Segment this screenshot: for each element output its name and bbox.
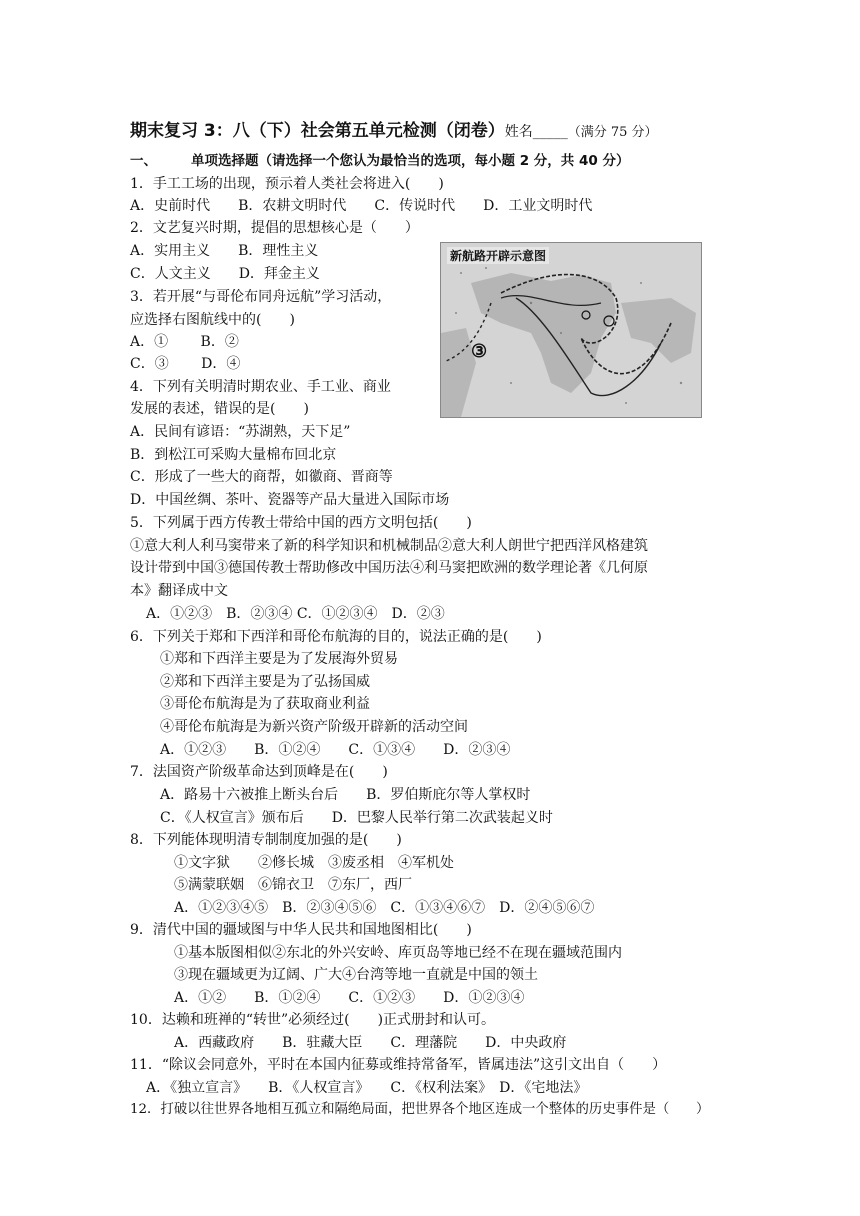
q1-options: A．史前时代 B．农耕文明时代 C．传说时代 D．工业文明时代 (130, 198, 593, 214)
question-8: 8．下列能体现明清专制制度加强的是( ) (130, 832, 402, 848)
name-field-label: 姓名_____ (504, 124, 568, 140)
map-title: 新航路开辟示意图 (447, 247, 549, 264)
section-title: 单项选择题（请选择一个您认为最恰当的选项，每小题 2 分，共 40 分） (191, 153, 630, 169)
q4-option-a: A．民间有谚语：“苏湖熟，天下足” (130, 424, 351, 440)
q9-items-2: ③现在疆域更为辽阔、广大④台湾等地一直就是中国的领土 (174, 967, 538, 983)
question-1: 1．手工工场的出现，预示着人类社会将进入( ) (130, 176, 444, 192)
q3-options-cd: C．③ D．④ (130, 356, 241, 372)
q5-options: A．①②③ B．②③④ C．①②③④ D．②③ (146, 606, 445, 622)
q9-options: A．①② B．①②④ C．①②③ D．①②③④ (174, 990, 525, 1006)
q4-option-b: B．到松江可采购大量棉布回北京 (130, 447, 337, 463)
q8-items-1: ①文字狱 ②修长城 ③废丞相 ④军机处 (174, 855, 454, 871)
q6-item-3: ③哥伦布航海是为了获取商业利益 (160, 696, 370, 712)
new-routes-map (440, 242, 702, 418)
q7-options-ab: A．路易十六被推上断头台后 B．罗伯斯庇尔等人掌权时 (160, 787, 531, 803)
q11-options: A．《独立宣言》 B．《人权宣言》 C．《权利法案》 D．《宅地法》 (146, 1080, 588, 1096)
q6-item-4: ④哥伦布航海是为新兴资产阶级开辟新的活动空间 (160, 719, 468, 735)
q10-options: A．西藏政府 B．驻藏大臣 C．理藩院 D．中央政府 (174, 1035, 567, 1051)
question-4: 4．下列有关明清时期农业、手工业、商业 (130, 379, 391, 395)
q7-options-cd: C．《人权宣言》颁布后 D．巴黎人民举行第二次武装起义时 (160, 810, 553, 826)
exam-header (130, 116, 658, 141)
q6-item-1: ①郑和下西洋主要是为了发展海外贸易 (160, 651, 398, 667)
q2-options-ab: A．实用主义 B．理性主义 (130, 243, 319, 259)
question-5: 5．下列属于西方传教士带给中国的西方文明包括( ) (130, 515, 472, 531)
q2-options-cd: C．人文主义 D．拜金主义 (130, 266, 320, 282)
question-9: 9．清代中国的疆域图与中华人民共和国地图相比( ) (130, 922, 472, 938)
question-12: 12．打破以往世界各地相互孤立和隔绝局面，把世界各个地区连成一个整体的历史事件是（ ） (130, 1102, 710, 1117)
section-number: 一、 (130, 153, 157, 169)
q8-options: A．①②③④⑤ B．②③④⑤⑥ C．①③④⑥⑦ D．②④⑤⑥⑦ (174, 900, 595, 916)
question-6: 6．下列关于郑和下西洋和哥伦布航海的目的，说法正确的是( ) (130, 629, 542, 645)
q4-option-c: C．形成了一些大的商帮，如徽商、晋商等 (130, 469, 393, 485)
full-score: （满分 75 分） (567, 125, 658, 140)
q9-items-1: ①基本版图相似②东北的外兴安岭、库页岛等地已经不在现在疆域范围内 (174, 945, 622, 961)
q5-statement-2: 设计带到中国③德国传教士帮助修改中国历法④利马窦把欧洲的数学理论著《几何原 (130, 560, 648, 576)
question-3-cont: 应选择右图航线中的( ) (130, 312, 295, 328)
question-2: 2．文艺复兴时期，提倡的思想核心是（ ） (130, 220, 419, 236)
question-10: 10．达赖和班禅的“转世”必须经过( )正式册封和认可。 (130, 1012, 496, 1028)
route-marker-3: ③ (471, 341, 488, 362)
question-7: 7．法国资产阶级革命达到顶峰是在( ) (130, 764, 388, 780)
question-4-cont: 发展的表述，错误的是( ) (130, 401, 309, 417)
exam-title: 期末复习 3：八（下）社会第五单元检测（闭卷） (130, 121, 505, 141)
q4-option-d: D．中国丝绸、茶叶、瓷器等产品大量进入国际市场 (130, 492, 450, 508)
q3-options-ab: A．① B．② (130, 334, 239, 350)
map-drawing (441, 243, 701, 417)
q5-statement-3: 本》翻译成中文 (130, 583, 228, 599)
q6-item-2: ②郑和下西洋主要是为了弘扬国威 (160, 674, 370, 690)
q5-statement-1: ①意大利人利马窦带来了新的科学知识和机械制品②意大利人朗世宁把西洋风格建筑 (130, 538, 648, 554)
q8-items-2: ⑤满蒙联姻 ⑥锦衣卫 ⑦东厂，西厂 (174, 877, 412, 893)
section-heading (130, 150, 629, 172)
q6-options: A．①②③ B．①②④ C．①③④ D．②③④ (160, 742, 511, 758)
question-11: 11．“除议会同意外，平时在本国内征募或维持常备军，皆属违法”这引文出自（ ） (130, 1057, 667, 1073)
question-3: 3．若开展“与哥伦布同舟远航”学习活动， (130, 289, 392, 305)
